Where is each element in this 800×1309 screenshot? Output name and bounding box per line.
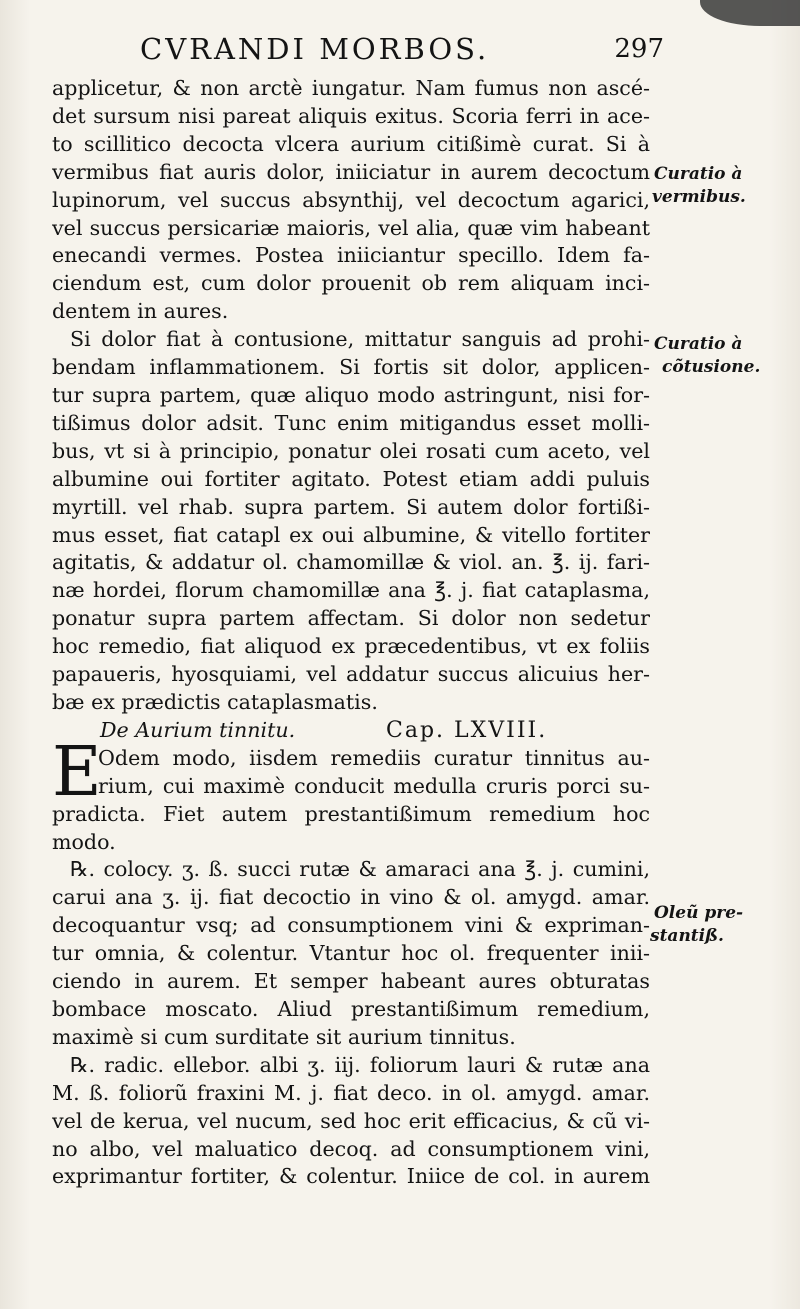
margin-note [654,333,760,379]
text-line: ciendo in aurem. Et semper habeant aures obturatas [52,969,650,994]
text-line: vel de kerua, vel nucum, sed hoc erit efficacius, & cũ vi- [52,1108,650,1133]
text-line: lupinorum, vel succus absynthij, vel decoctum agarici, [52,187,650,212]
margin-note-line: stantiß. [650,926,724,946]
text-line: agitatis, & addatur ol. chamomillæ & viol. an. ℥. ij. fari- [52,550,650,575]
paragraph-contusion [52,326,650,717]
running-header [140,32,664,72]
text-line: bæ ex prædictis cataplasmatis. [52,689,378,714]
text-line: pradicta. Fiet autem prestantißimum remedium hoc [52,801,650,826]
text-line: tißimus dolor adsit. Tunc enim mitigandus esset molli- [52,410,650,435]
chapter-heading [52,717,650,745]
text-line: mus esset, fiat catapl ex oui albumine, & vitello fortiter [52,522,650,547]
text-line: Si dolor fiat à contusione, mittatur sanguis ad prohi- [70,327,650,352]
margin-note-line: vermibus. [652,187,746,207]
margin-note-line: cõtusione. [662,357,761,377]
margin-note-line: Curatio à [654,164,743,184]
paragraph-ear-worms [52,75,650,326]
paragraph-tinnitus [52,732,650,857]
drop-capital: E [52,732,102,812]
margin-note-line: Curatio à [654,334,743,354]
text-line: albumine oui fortiter agitato. Potest etiam addi puluis [52,466,650,491]
text-line: bus, vt si à principio, ponatur olei rosati cum aceto, vel [52,438,650,463]
margin-note [654,163,746,209]
text-line: bendam inflammationem. Si fortis sit dolor, applicen- [52,355,650,380]
text-line: næ hordei, florum chamomillæ ana ℥. j. fiat cataplasma, [52,578,650,603]
text-line: exprimantur fortiter, & colentur. Iniice de col. in aurem [52,1164,650,1189]
text-line: enecandi vermes. Postea iniiciantur specillo. Idem fa- [52,243,650,268]
margin-note-line: Oleũ pre- [654,903,744,923]
text-line: tur supra partem, quæ aliquo modo astringunt, nisi for- [52,382,650,407]
text-line: bombace moscato. Aliud prestantißimum remedium, [52,997,650,1021]
text-line: hoc remedio, fiat aliquod ex præcedentibus, vt ex foliis [52,634,650,659]
margin-note [650,902,744,948]
text-line: decoquantur vsq; ad consumptionem vini & expriman- [52,913,650,938]
text-line: vermibus fiat auris dolor, iniiciatur in aurem decoctum [52,159,650,184]
text-line: vel succus persicariæ maioris, vel alia, quæ vim habeant [52,215,650,240]
text-line: Odem modo, iisdem remediis curatur tinnitus au- [98,745,650,770]
text-body [52,75,650,1191]
text-line: ℞. radic. ellebor. albi ʒ. iij. foliorum lauri & rutæ ana [70,1052,650,1077]
chapter-subject: De Aurium tinnitu. [100,717,296,742]
text-line: ponatur supra partem affectam. Si dolor non sedetur [52,606,650,631]
text-line: det sursum nisi pareat aliquis exitus. Scoria ferri in ace- [52,103,650,128]
text-line: no albo, vel maluatico decoq. ad consumptionem vini, [52,1136,650,1161]
text-line: ciendum est, cum dolor prouenit ob rem aliquam inci- [52,271,650,296]
text-line: modo. [52,829,116,854]
running-title: CVRANDI MORBOS. [140,32,490,66]
page-number: 297 [614,34,664,64]
text-line: applicetur, & non arctè iungatur. Nam fumus non ascé- [52,76,650,100]
text-line: papaueris, hyosquiami, vel addatur succus alicuius her- [52,662,650,687]
text-line: to scillitico decocta vlcera aurium citißimè curat. Si à [52,131,650,156]
text-line: dentem in aures. [52,299,229,324]
text-line: maximè si cum surditate sit aurium tinnitus. [52,1024,516,1049]
text-line: myrtill. vel rhab. supra partem. Si autem dolor fortißi- [52,494,650,519]
text-line: tur omnia, & colentur. Vtantur hoc ol. frequenter inii- [52,941,650,966]
chapter-number: Cap. LXVIII. [386,717,548,743]
text-line: ℞. colocy. ʒ. ß. succi rutæ & amaraci ana ℥. j. cumini, [70,857,650,882]
recipe-colocynth [52,856,650,1051]
text-line: M. ß. foliorũ fraxini M. j. fiat deco. in ol. amygd. amar. [52,1080,650,1105]
ink-smudge [700,0,800,26]
text-line: carui ana ʒ. ij. fiat decoctio in vino & ol. amygd. amar. [52,885,650,910]
text-line: rium, cui maximè conducit medulla cruris porci su- [98,773,650,798]
recipe-hellebore [52,1052,650,1192]
